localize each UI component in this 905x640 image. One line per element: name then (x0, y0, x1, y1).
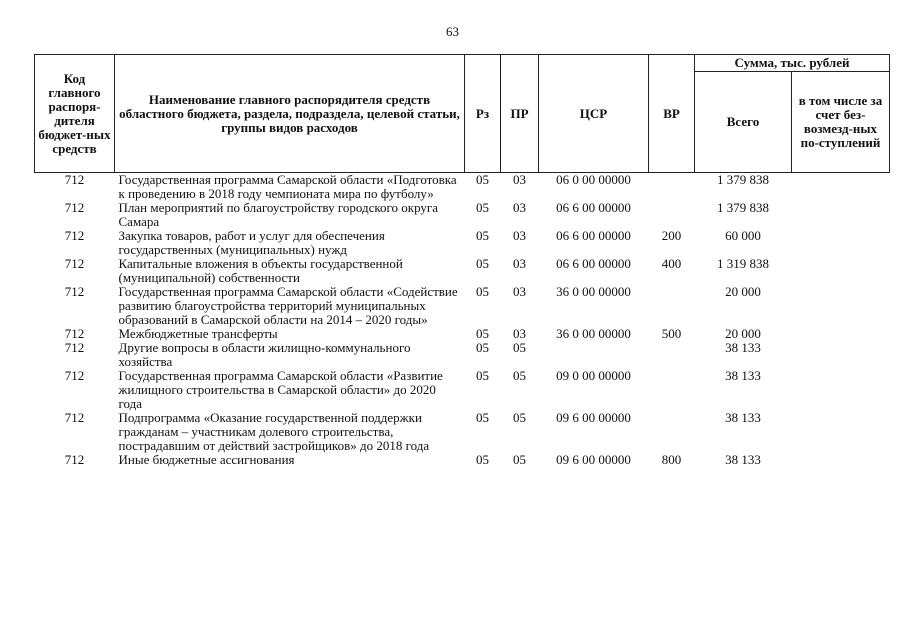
cell-total: 20 000 (725, 326, 761, 341)
cell-total: 38 133 (725, 452, 761, 467)
header-total: Всего (695, 72, 792, 173)
cell-vr: 800 (661, 452, 682, 467)
cell-name: Закупка товаров, работ и услуг для обеспечения государственных (муниципальных) нужд (118, 228, 385, 257)
header-code: Код главного распоря-дителя бюджет-ных средств (35, 55, 115, 173)
cell-total: 1 319 838 (717, 256, 769, 271)
cell-total: 38 133 (725, 410, 761, 425)
cell-name: Капитальные вложения в объекты государственной (муниципальной) собственности (118, 256, 403, 285)
table-row (35, 341, 890, 369)
cell-csr: 36 0 00 00000 (556, 284, 631, 299)
cell-code: 712 (64, 172, 85, 187)
cell-incl (792, 327, 890, 341)
cell-pr: 03 (513, 200, 526, 215)
cell-name: Другие вопросы в области жилищно-коммунального хозяйства (118, 340, 411, 369)
cell-code: 712 (64, 410, 85, 425)
header-csr: ЦСР (539, 55, 649, 173)
header-rz: Рз (465, 55, 501, 173)
header-vr: ВР (649, 55, 695, 173)
cell-pr: 05 (513, 340, 526, 355)
table-row (35, 201, 890, 229)
cell-csr: 06 6 00 00000 (556, 228, 631, 243)
cell-pr: 05 (513, 452, 526, 467)
cell-code: 712 (64, 284, 85, 299)
cell-name: Государственная программа Самарской области «Содействие развитию благоустройства территорий муниципальных образований в Самарской области на 2014 – 2020 годы» (118, 284, 458, 327)
cell-incl (792, 411, 890, 453)
page-number: 63 (446, 24, 459, 39)
cell-total: 1 379 838 (717, 200, 769, 215)
cell-rz: 05 (476, 368, 489, 383)
cell-vr (649, 369, 695, 411)
budget-table (34, 54, 890, 467)
cell-incl (792, 369, 890, 411)
cell-csr: 09 6 00 00000 (556, 452, 631, 467)
cell-vr (649, 411, 695, 453)
cell-total: 38 133 (725, 368, 761, 383)
cell-pr: 03 (513, 326, 526, 341)
cell-rz: 05 (476, 228, 489, 243)
cell-rz: 05 (476, 256, 489, 271)
cell-rz: 05 (476, 172, 489, 187)
header-pr: ПР (501, 55, 539, 173)
cell-vr: 400 (661, 256, 682, 271)
table-row (35, 229, 890, 257)
cell-incl (792, 257, 890, 285)
cell-code: 712 (64, 340, 85, 355)
cell-vr (649, 201, 695, 229)
cell-rz: 05 (476, 284, 489, 299)
cell-vr: 500 (661, 326, 682, 341)
cell-csr: 06 6 00 00000 (556, 200, 631, 215)
cell-pr: 03 (513, 228, 526, 243)
cell-code: 712 (64, 256, 85, 271)
cell-pr: 03 (513, 284, 526, 299)
cell-incl (792, 229, 890, 257)
cell-csr: 09 6 00 00000 (556, 410, 631, 425)
cell-incl (792, 453, 890, 467)
table-row (35, 257, 890, 285)
cell-pr: 05 (513, 368, 526, 383)
cell-incl (792, 341, 890, 369)
cell-pr: 03 (513, 256, 526, 271)
cell-name: Государственная программа Самарской области «Подготовка к проведению в 2018 году чемпионата мира по футболу» (118, 172, 457, 201)
cell-rz: 05 (476, 340, 489, 355)
cell-rz: 05 (476, 326, 489, 341)
cell-incl (792, 173, 890, 202)
table-row (35, 453, 890, 467)
cell-csr: 06 6 00 00000 (556, 256, 631, 271)
table-row (35, 173, 890, 202)
table-body (35, 173, 890, 468)
cell-name: Иные бюджетные ассигнования (118, 452, 295, 467)
cell-pr: 05 (513, 410, 526, 425)
cell-csr: 06 0 00 00000 (556, 172, 631, 187)
cell-code: 712 (64, 326, 85, 341)
cell-vr (649, 173, 695, 202)
cell-name: Подпрограмма «Оказание государственной поддержки гражданам – участникам долевого строительства, пострадавшим от действий застройщиков» до 2018 года (118, 410, 430, 453)
header-sum: Сумма, тыс. рублей (695, 55, 890, 72)
table-row (35, 285, 890, 327)
cell-name: Межбюджетные трансферты (118, 326, 278, 341)
cell-code: 712 (64, 228, 85, 243)
table-row (35, 369, 890, 411)
table-row (35, 411, 890, 453)
header-name: Наименование главного распорядителя средств областного бюджета, раздела, подраздела, целевой статьи, группы видов расходов (115, 55, 465, 173)
cell-rz: 05 (476, 410, 489, 425)
cell-code: 712 (64, 452, 85, 467)
cell-csr: 09 0 00 00000 (556, 368, 631, 383)
cell-vr (649, 341, 695, 369)
cell-code: 712 (64, 368, 85, 383)
cell-rz: 05 (476, 200, 489, 215)
cell-incl (792, 201, 890, 229)
cell-vr: 200 (661, 228, 682, 243)
cell-total: 1 379 838 (717, 172, 769, 187)
cell-total: 60 000 (725, 228, 761, 243)
cell-csr (539, 341, 649, 369)
cell-pr: 03 (513, 172, 526, 187)
cell-incl (792, 285, 890, 327)
cell-total: 38 133 (725, 340, 761, 355)
cell-csr: 36 0 00 00000 (556, 326, 631, 341)
cell-total: 20 000 (725, 284, 761, 299)
cell-rz: 05 (476, 452, 489, 467)
cell-name: Государственная программа Самарской области «Развитие жилищного строительства в Самарской области» до 2020 года (118, 368, 443, 411)
header-incl: в том числе за счет без-возмезд-ных по-ступлений (792, 72, 890, 173)
table-row (35, 327, 890, 341)
cell-code: 712 (64, 200, 85, 215)
cell-name: План мероприятий по благоустройству городского округа Самара (118, 200, 438, 229)
cell-vr (649, 285, 695, 327)
